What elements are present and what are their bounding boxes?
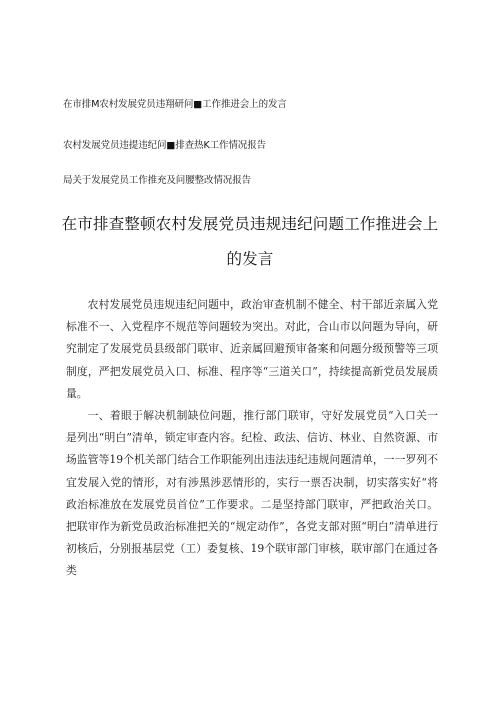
paragraph-section-1: 一、着眼于解决机制缺位问题，推行部门联审，守好发展党员“入口关一是列出“明白”清单，锁定审查内容。纪检、政法、信访、林业、自然资源、市场监管等19个机关部门结合工作职能列出违法违纪违规问题清单，一一罗列不宜发展入党的情形，对有涉黑涉恶情形的，实行一票否决制，切实落实好“将政治标准放在发展党员首位”工作要求。二是坚持部门联审，严把政治关口。把联审作为新党员政治标准把关的“规定动作”，各党支部对照“明白”清单进行初核后，分别报基层党（工）委复核、19个联审部门审核，联审部门在通过各类 — [66, 409, 438, 578]
paragraph-intro: 农村发展党员违规违纪问题中，政治审查机制不健全、村干部近亲属入党标准不一、入党程序不规范等问题较为突出。对此，合山市以问题为导向，研究制定了发展党员县级部门联审、近亲属回避预审备案和问题分级预警等三项制度，严把发展党员入口、标准、程序等“三道关口”，持续提高新党员发展质量。 — [66, 298, 438, 400]
document-body — [66, 294, 438, 583]
document-title-line-2: 的发言 — [226, 250, 274, 268]
toc-line-1: 在市排M农村发展党员违翔研问■工作推进会上的发言 — [63, 99, 287, 110]
toc-line-3: 局关于发展党员工作推充及问腰整改情况报告 — [63, 175, 252, 186]
toc-line-2: 农村发展党员违提违纪问■排查热K工作情况报告 — [63, 140, 267, 151]
document-title-line-1: 在市排查整顿农村发展党员违规违纪问题工作推进会上 — [61, 215, 439, 233]
